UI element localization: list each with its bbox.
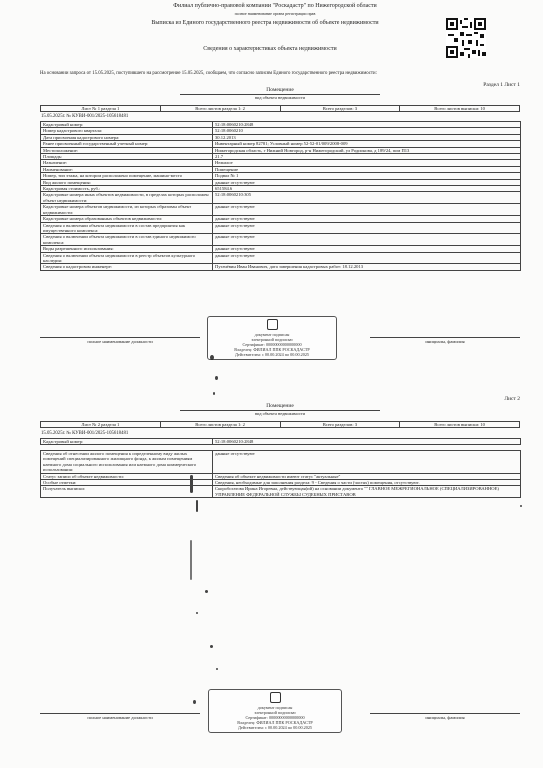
meta-cell: Всего разделов: 3 — [280, 422, 400, 428]
field-value: Сведения, необходимые для заполнения раздела: 9 - Сведения о части (частях) помещения, отсутствуют. — [213, 480, 521, 486]
doc-subtitle: Сведения о характеристиках объекта недвижимости — [203, 46, 337, 52]
field-value: 651584.6 — [213, 186, 521, 192]
field-label: Кадастровые номера образованных объектов недвижимости: — [41, 216, 213, 222]
e-signature-stamp — [207, 316, 337, 360]
meta-cell: Всего листов раздела 1: 2 — [160, 422, 280, 428]
field-label: Статус записи об объекте недвижимости: — [41, 473, 213, 479]
field-label: Вид жилого помещения: — [41, 179, 213, 185]
field-label: Назначение: — [41, 160, 213, 166]
record-number: 15.05.2025г. № КУВИ-001/2025-105618481 — [41, 114, 129, 119]
meta-cell: Лист № 1 раздела 1 — [41, 106, 161, 112]
field-label: Номер кадастрового квартала: — [41, 128, 213, 134]
section-label: Раздел 1 Лист 1 — [483, 82, 520, 88]
field-label: Получатель выписки: — [41, 486, 213, 498]
field-label: Кадастровый номер: — [41, 122, 213, 128]
meta-cell: Всего листов выписки: 10 — [400, 106, 520, 112]
field-label: Кадастровые номера объектов недвижимости, из которых образован объект недвижимости: — [41, 204, 213, 216]
field-value: данные отсутствуют — [213, 451, 521, 474]
signature-position-label: полное наименование должности — [87, 339, 153, 344]
field-label: Сведения об отнесении жилого помещения к определенному виду жилых помещений специализированного жилищного фонда, к жилым помещениям наемного дома социального использования или наемного дома коммерческого использования: — [41, 451, 213, 474]
field-value: 21.7 — [213, 154, 521, 160]
field-label: Дата присвоения кадастрового номера: — [41, 134, 213, 140]
field-label: Виды разрешенного использования: — [41, 246, 213, 252]
emblem-icon — [267, 319, 278, 330]
stamp-line: электронной подписью — [251, 337, 293, 342]
field-label: Кадастровые номера иных объектов недвижимости, в пределах которых расположен объект недвижимости: — [41, 192, 213, 204]
object-kind-label: вид объекта недвижимости — [255, 411, 305, 416]
field-value: 52:18:0060210:305 — [213, 192, 521, 204]
meta-cell: Лист № 2 раздела 1 — [41, 422, 161, 428]
field-label: Наименование: — [41, 166, 213, 172]
stamp-line: Сертификат: 00000000000000000 — [245, 715, 305, 720]
field-label: Сведения о кадастровом инженере: — [41, 264, 213, 270]
field-value: Пугачёвин Иван Иванович, дата завершения кадастровых работ: 18.12.2013 — [213, 264, 521, 270]
field-label: Сведения о включении объекта недвижимости в реестр объектов культурного наследия: — [41, 252, 213, 264]
field-label: Местоположение: — [41, 147, 213, 153]
field-value: данные отсутствуют — [213, 179, 521, 185]
signature-name-label: инициалы, фамилия — [425, 339, 465, 344]
field-label: Ранее присвоенный государственный учетный номер: — [41, 141, 213, 147]
stamp-line: документ подписан — [257, 705, 293, 710]
field-value: 30.12.2013 — [213, 134, 521, 140]
sheet1-properties-table — [40, 121, 521, 271]
field-value: данные отсутствуют — [213, 204, 521, 216]
field-label: Площадь: — [41, 154, 213, 160]
stamp-line: Действителен: с 00.00.2024 по 00.00.2025 — [234, 352, 310, 357]
request-line: На основании запроса от 15.05.2025, поступившего на рассмотрение 15.05.2025, сообщаем, что согласно записям Единого государственного реестра недвижимости: — [40, 71, 377, 76]
field-value: данные отсутствуют — [213, 222, 521, 234]
field-label: Кадастровая стоимость, руб.: — [41, 186, 213, 192]
e-signature-stamp — [208, 689, 342, 733]
cadastral-label: Кадастровый номер: — [41, 439, 213, 445]
meta-cell: Всего листов раздела 1: 2 — [160, 106, 280, 112]
field-value: 52:18:0060210 — [213, 128, 521, 134]
field-value: Сведения об объекте недвижимости имеют статус "актуальные" — [213, 473, 521, 479]
org-sub: полное наименование органа регистрации прав — [234, 11, 316, 16]
field-value: Нежилое — [213, 160, 521, 166]
stamp-line: Сертификат: 00000000000000000 — [242, 342, 302, 347]
field-value: данные отсутствуют — [213, 216, 521, 222]
table-row — [41, 222, 521, 234]
field-value: Подвал № 1 — [213, 173, 521, 179]
field-value: данные отсутствуют — [213, 246, 521, 252]
cadastral-value: 52:18:0060210:2848 — [213, 439, 521, 445]
stamp-line: Владелец: ФИЛИАЛ ППК РОСКАДАСТР — [237, 720, 313, 725]
field-value: данные отсутствуют — [213, 252, 521, 264]
field-value: Нижегородская область, г Нижний Новгород, р-н Нижегородский, ул Родионова, д 189/24, пом П13 — [213, 147, 521, 153]
table-row — [41, 264, 521, 270]
signature-name-label: инициалы, фамилия — [425, 715, 465, 720]
table-row — [41, 486, 521, 498]
org-name: Филиал публично-правовой компании "Роскадастр" по Нижегородской области — [173, 3, 377, 9]
qr-code — [446, 18, 486, 58]
stamp-line: документ подписан — [254, 332, 290, 337]
stamp-line: электронной подписью — [254, 710, 296, 715]
section-label: Лист 2 — [504, 396, 520, 402]
field-value: данные отсутствуют — [213, 234, 521, 246]
table-row — [41, 234, 521, 246]
sheet2-cadastral-table — [40, 438, 521, 445]
stamp-line: Действителен: с 00.00.2024 по 00.00.2025 — [237, 725, 313, 730]
object-kind: Помещение — [266, 403, 294, 409]
table-row — [41, 204, 521, 216]
record-number: 15.05.2025г. № КУВИ-001/2025-105618481 — [41, 431, 129, 436]
signature-position-label: полное наименование должности — [87, 715, 153, 720]
table-row — [41, 451, 521, 474]
field-label: Сведения о включении объекта недвижимости в состав единого недвижимого комплекса: — [41, 234, 213, 246]
object-kind: Помещение — [266, 87, 294, 93]
field-label: Номер, тип этажа, на котором расположено помещение, машино-место — [41, 173, 213, 179]
sheet2-properties-table — [40, 450, 521, 498]
field-value: Скоробогатова Ирина Игоревна, действующая(ий) на основании документа "" ГЛАВНОЕ МЕЖРЕГИОНАЛЬНОЕ (СПЕЦИАЛИЗИРОВАННОЕ) УПРАВЛЕНИЕ ФЕДЕРАЛЬНОЙ СЛУЖБЫ СУДЕБНЫХ ПРИСТАВОВ — [213, 486, 521, 498]
table-row — [41, 192, 521, 204]
meta-cell: Всего разделов: 3 — [280, 106, 400, 112]
field-value: Инвентарный номер 82781; Условный номер 52-52-01/009/2008-009 — [213, 141, 521, 147]
field-label: Сведения о включении объекта недвижимости в состав предприятия как имущественного комплекса: — [41, 222, 213, 234]
stamp-line: Владелец: ФИЛИАЛ ППК РОСКАДАСТР — [234, 347, 310, 352]
field-value: Помещение — [213, 166, 521, 172]
object-kind-label: вид объекта недвижимости — [255, 95, 305, 100]
field-label: Особые отметки: — [41, 480, 213, 486]
sheet2-meta-table — [40, 421, 520, 428]
doc-title: Выписка из Единого государственного реестра недвижимости об объекте недвижимости — [151, 20, 379, 26]
meta-cell: Всего листов выписки: 10 — [400, 422, 520, 428]
sheet1-meta-table — [40, 105, 520, 112]
field-value: 52:18:0060210:2848 — [213, 122, 521, 128]
table-row — [41, 252, 521, 264]
emblem-icon — [270, 692, 281, 703]
